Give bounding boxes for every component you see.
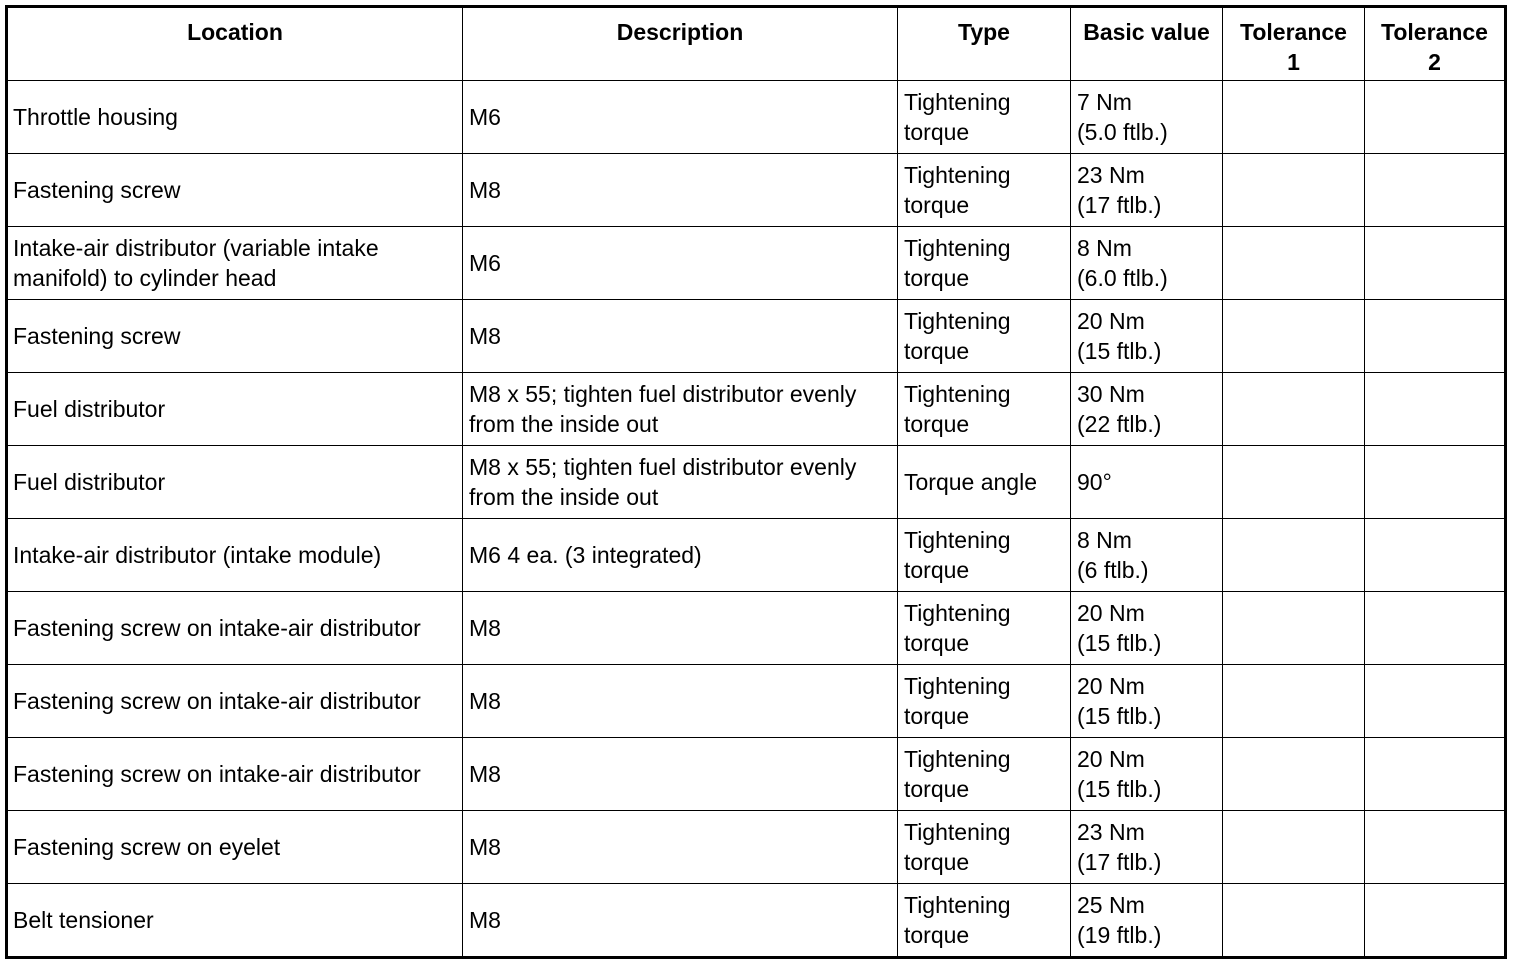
- cell-location: Fastening screw: [7, 154, 463, 227]
- cell-basic-value: 20 Nm (15 ftlb.): [1071, 738, 1223, 811]
- cell-location: Fastening screw on intake-air distributor: [7, 592, 463, 665]
- cell-location: Fastening screw on intake-air distributor: [7, 738, 463, 811]
- cell-type: Tightening torque: [898, 373, 1071, 446]
- cell-tolerance-1: [1223, 154, 1365, 227]
- cell-basic-value: 20 Nm (15 ftlb.): [1071, 592, 1223, 665]
- cell-tolerance-2: [1365, 300, 1506, 373]
- cell-tolerance-2: [1365, 446, 1506, 519]
- table-row: [7, 227, 1506, 300]
- table-body: [7, 81, 1506, 958]
- cell-basic-value: 20 Nm (15 ftlb.): [1071, 300, 1223, 373]
- cell-type: Tightening torque: [898, 738, 1071, 811]
- cell-description: M6 4 ea. (3 integrated): [463, 519, 898, 592]
- cell-description: M8: [463, 154, 898, 227]
- cell-tolerance-1: [1223, 446, 1365, 519]
- cell-location: Intake-air distributor (variable intake manifold) to cylinder head: [7, 227, 463, 300]
- cell-description: M8: [463, 665, 898, 738]
- cell-location: Throttle housing: [7, 81, 463, 154]
- cell-tolerance-1: [1223, 738, 1365, 811]
- cell-description: M8 x 55; tighten fuel distributor evenly from the inside out: [463, 373, 898, 446]
- torque-spec-table: [5, 5, 1507, 959]
- cell-location: Fuel distributor: [7, 373, 463, 446]
- header-location: Location: [7, 7, 463, 81]
- table-row: [7, 373, 1506, 446]
- cell-type: Tightening torque: [898, 592, 1071, 665]
- cell-description: M8: [463, 592, 898, 665]
- cell-basic-value: 23 Nm (17 ftlb.): [1071, 811, 1223, 884]
- cell-basic-value: 8 Nm (6.0 ftlb.): [1071, 227, 1223, 300]
- cell-basic-value: 8 Nm (6 ftlb.): [1071, 519, 1223, 592]
- cell-tolerance-1: [1223, 373, 1365, 446]
- cell-location: Intake-air distributor (intake module): [7, 519, 463, 592]
- cell-location: Belt tensioner: [7, 884, 463, 958]
- cell-tolerance-1: [1223, 300, 1365, 373]
- cell-tolerance-1: [1223, 665, 1365, 738]
- cell-basic-value: 7 Nm (5.0 ftlb.): [1071, 81, 1223, 154]
- cell-description: M8: [463, 811, 898, 884]
- cell-tolerance-2: [1365, 665, 1506, 738]
- table-row: [7, 811, 1506, 884]
- table-row: [7, 738, 1506, 811]
- cell-type: Tightening torque: [898, 154, 1071, 227]
- cell-tolerance-2: [1365, 154, 1506, 227]
- header-basic-value: Basic value: [1071, 7, 1223, 81]
- cell-type: Torque angle: [898, 446, 1071, 519]
- cell-location: Fastening screw on eyelet: [7, 811, 463, 884]
- cell-basic-value: 20 Nm (15 ftlb.): [1071, 665, 1223, 738]
- cell-description: M8: [463, 738, 898, 811]
- header-row: [7, 7, 1506, 81]
- cell-tolerance-1: [1223, 227, 1365, 300]
- cell-tolerance-2: [1365, 519, 1506, 592]
- table-row: [7, 884, 1506, 958]
- cell-description: M6: [463, 81, 898, 154]
- cell-location: Fastening screw: [7, 300, 463, 373]
- cell-basic-value: 25 Nm (19 ftlb.): [1071, 884, 1223, 958]
- cell-tolerance-1: [1223, 592, 1365, 665]
- cell-description: M8 x 55; tighten fuel distributor evenly from the inside out: [463, 446, 898, 519]
- cell-type: Tightening torque: [898, 227, 1071, 300]
- cell-tolerance-1: [1223, 811, 1365, 884]
- cell-tolerance-2: [1365, 227, 1506, 300]
- cell-tolerance-2: [1365, 373, 1506, 446]
- cell-type: Tightening torque: [898, 884, 1071, 958]
- cell-tolerance-2: [1365, 81, 1506, 154]
- table-row: [7, 154, 1506, 227]
- header-tolerance-2: Tolerance 2: [1365, 7, 1506, 81]
- table-row: [7, 519, 1506, 592]
- cell-type: Tightening torque: [898, 519, 1071, 592]
- cell-type: Tightening torque: [898, 300, 1071, 373]
- cell-basic-value: 30 Nm (22 ftlb.): [1071, 373, 1223, 446]
- cell-basic-value: 23 Nm (17 ftlb.): [1071, 154, 1223, 227]
- cell-description: M6: [463, 227, 898, 300]
- cell-location: Fuel distributor: [7, 446, 463, 519]
- header-description: Description: [463, 7, 898, 81]
- cell-description: M8: [463, 884, 898, 958]
- table-row: [7, 665, 1506, 738]
- cell-tolerance-2: [1365, 738, 1506, 811]
- cell-tolerance-1: [1223, 884, 1365, 958]
- table-header: [7, 7, 1506, 81]
- cell-location: Fastening screw on intake-air distributor: [7, 665, 463, 738]
- cell-tolerance-1: [1223, 81, 1365, 154]
- cell-tolerance-2: [1365, 592, 1506, 665]
- cell-tolerance-1: [1223, 519, 1365, 592]
- table-row: [7, 446, 1506, 519]
- cell-type: Tightening torque: [898, 811, 1071, 884]
- cell-type: Tightening torque: [898, 665, 1071, 738]
- table-row: [7, 592, 1506, 665]
- cell-description: M8: [463, 300, 898, 373]
- cell-basic-value: 90°: [1071, 446, 1223, 519]
- table-row: [7, 300, 1506, 373]
- cell-tolerance-2: [1365, 811, 1506, 884]
- header-type: Type: [898, 7, 1071, 81]
- cell-type: Tightening torque: [898, 81, 1071, 154]
- cell-tolerance-2: [1365, 884, 1506, 958]
- header-tolerance-1: Tolerance 1: [1223, 7, 1365, 81]
- table-row: [7, 81, 1506, 154]
